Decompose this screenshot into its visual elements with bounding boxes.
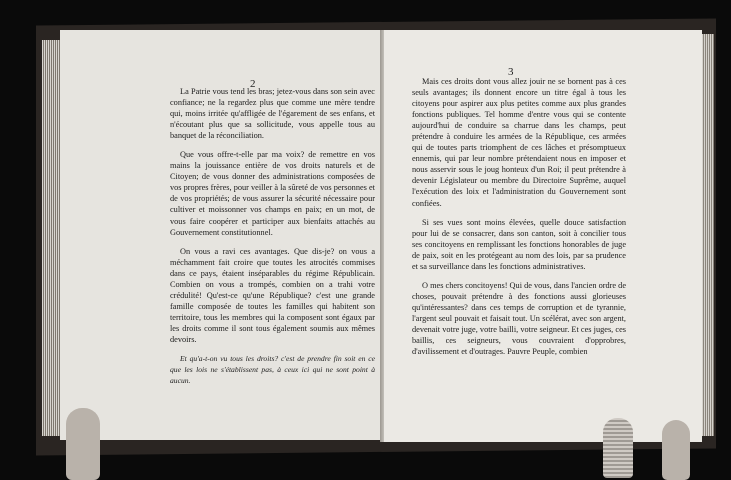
right-page-edges <box>700 34 714 436</box>
right-paragraph-3: O mes chers concitoyens! Qui de vous, dans l'ancien ordre de choses, pouvait prétendre à des fonctions aussi glorieuses qu'intéressantes? dans ces temps de corruption et de tyrannie, l'argent seul pouvait et faisait tout. Un scélérat, avec son argent, devenait votre juge, votre bailli, votre seigneur. Et ces juges, ces baillis, ces seigneurs, vous couvraient d'opprobres, d'avilissement et d'outrages. Pauvre Peuple, combien <box>412 280 627 357</box>
right-page <box>384 30 702 442</box>
thimble <box>603 418 633 478</box>
left-page-text <box>170 86 375 386</box>
left-page <box>60 30 384 440</box>
right-page-text <box>412 76 626 357</box>
left-paragraph-3: On vous a ravi ces avantages. Que dis-je? on vous a méchamment fait croire que toutes les atrocités commises dans ce pays, étaient inséparables du régime Républicain. Combien on vous a trompés, combien on a trahi votre crédulité! Qu'est-ce qu'une République? c'est une grande famille composée de toutes les familles qui habitent son territoire, tous les membres qui la composent sont égaux par les droits comme il sont tous également soumis aux mêmes devoirs. <box>170 246 375 344</box>
left-paragraph-1: La Patrie vous tend les bras; jetez-vous dans son sein avec confiance; ne la regardez plus que comme une mère tendre qui, moins irritée qu'affligée de l'égarement de ses enfans, et n'écoutant plus que sa sollicitude, vous appelle tous au banquet de la réconciliation. <box>170 87 375 141</box>
right-page-number: 3 <box>508 66 514 78</box>
left-paragraph-2: Que vous offre-t-elle par ma voix? de remettre en vos mains la jouissance entière de vos droits naturels et de Citoyen; de vous donner des administrations composées de vos propres frères, pour veiller à la sûreté de vos personnes et de vos propriétés; de vous assurer la sécurité nécessaire pour cultiver et moissonner vos champs en paix; en un mot, de vous faire coopérer et participer aux bienfaits attachés au Gouvernement constitutionnel. <box>170 150 375 237</box>
left-thumb <box>66 408 100 480</box>
left-footnote: Et qu'a-t-on vu tous les droits? c'est de prendre fin soit en ce que les lois ne s'établissent pas, à ceux ici qui ne sont point à aucun. <box>170 354 375 386</box>
right-paragraph-1: Mais ces droits dont vous allez jouir ne se bornent pas à ces seuls avantages; ils donnent encore un titre égal à tous les citoyens pour aspirer aux plus petites comme aux plus grandes fonctions publiques. Tel homme d'entre vous qui se contente aujourd'hui de conduire sa charrue dans les champs, peut prétendre à conduire les armées de la République, ces armées qui de toutes parts triomphent de ces lâches et présomptueux ennemis, qui par leur nombre prétendaient nous en imposer et nous asservir sous le joug honteux d'un Roi; il peut prétendre à devenir Législateur ou membre du Directoire Suprême, auquel l'exécution des loix et l'administration du Gouvernement sont confiées. <box>412 77 626 208</box>
right-finger <box>662 420 690 480</box>
right-paragraph-2: Si ses vues sont moins élevées, quelle douce satisfaction pour lui de se consacrer, dans son canton, soit à concilier tous ses concitoyens en remplissant les fonctions honorables de juge de paix, soit en les protégeant au nom des lois, par sa prudence et sa surveillance dans les fonctions administratives. <box>412 217 626 271</box>
left-page-number: 2 <box>250 78 256 90</box>
